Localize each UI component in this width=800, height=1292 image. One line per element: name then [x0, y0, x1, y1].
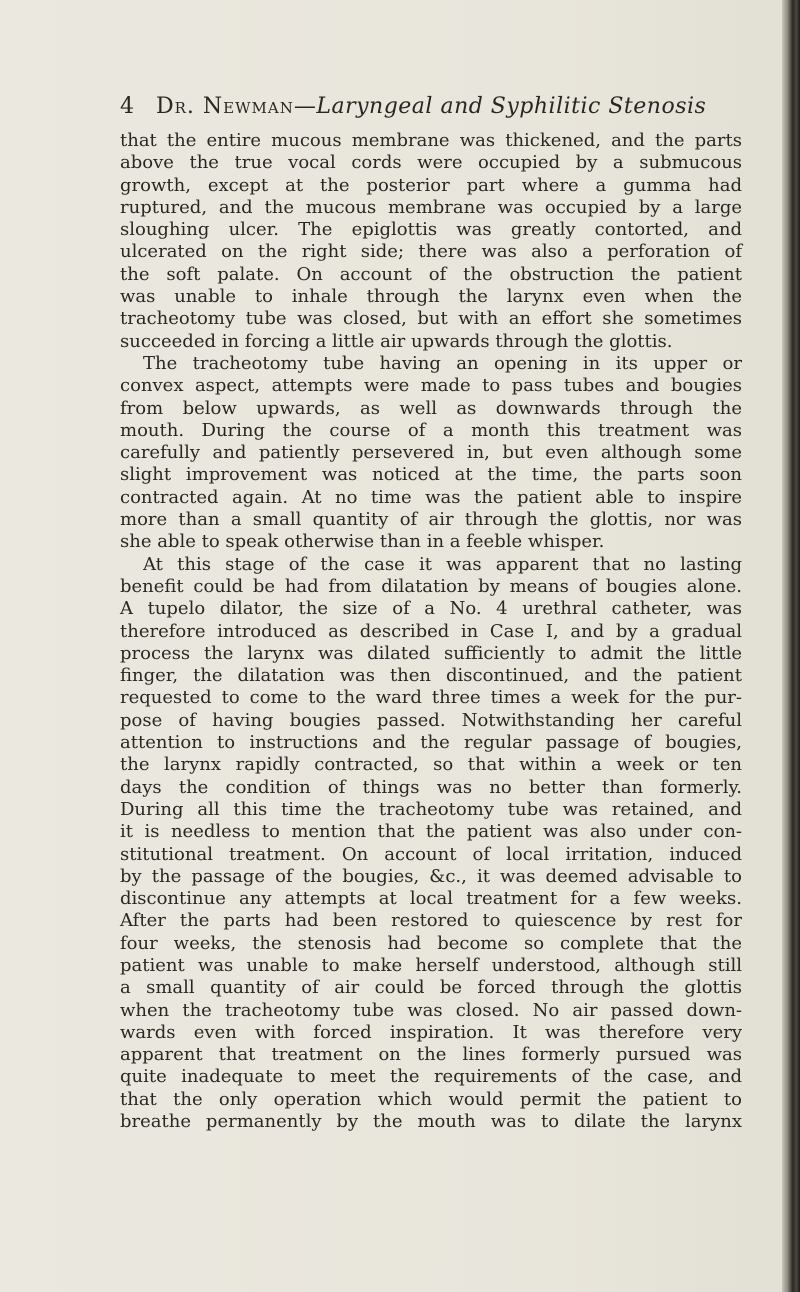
text-line: A tupelo dilator, the size of a No. 4 urethral catheter, was [120, 598, 742, 620]
page-binding-edge [782, 0, 800, 1292]
text-line: ulcerated on the right side; there was also a perforation of [120, 241, 742, 263]
text-line: quite inadequate to meet the requirements of the case, and [120, 1066, 742, 1088]
text-line: by the passage of the bougies, &c., it was deemed advisable to [120, 865, 742, 887]
text-line: ruptured, and the mucous membrane was occupied by a large [120, 196, 742, 218]
text-line: mouth. During the course of a month this treatment was [120, 419, 742, 441]
text-line: sloughing ulcer. The epiglottis was greatly contorted, and [120, 219, 742, 241]
text-line: above the true vocal cords were occupied by a submucous [120, 152, 742, 174]
text-line: discontinue any attempts at local treatment for a few weeks. [120, 888, 742, 910]
text-line: therefore introduced as described in Case I, and by a gradual [120, 620, 742, 642]
text-line: benefit could be had from dilatation by means of bougies alone. [120, 575, 742, 597]
text-line: carefully and patiently persevered in, but even although some [120, 442, 742, 464]
text-line: that the entire mucous membrane was thickened, and the parts [120, 130, 742, 151]
running-header [120, 94, 750, 119]
page-number: 4 [120, 94, 135, 119]
text-line: At this stage of the case it was apparent that no lasting [143, 553, 742, 575]
text-line: patient was unable to make herself understood, although still [120, 954, 742, 976]
text-line: convex aspect, attempts were made to pass tubes and bougies [120, 375, 742, 397]
text-line: it is needless to mention that the patient was also under con- [120, 821, 742, 843]
text-line: pose of having bougies passed. Notwithstanding her careful [120, 709, 742, 731]
text-line: from below upwards, as well as downwards through the [120, 397, 742, 419]
text-line: process the larynx was dilated sufficiently to admit the little [120, 642, 742, 664]
text-line: that the only operation which would permit the patient to [120, 1088, 742, 1110]
text-line: four weeks, the stenosis had become so complete that the [120, 932, 742, 954]
body-text [120, 130, 742, 1133]
text-line: apparent that treatment on the lines formerly pursued was [120, 1044, 742, 1066]
text-line: days the condition of things was no better than formerly. [120, 776, 742, 798]
text-line: contracted again. At no time was the patient able to inspire [120, 486, 742, 508]
header-title: Laryngeal and Syphilitic Stenosis [316, 94, 707, 119]
header-author: Dr. Newman [156, 94, 294, 119]
text-line: wards even with forced inspiration. It was therefore very [120, 1021, 742, 1043]
text-line: slight improvement was noticed at the time, the parts soon [120, 464, 742, 486]
text-line: The tracheotomy tube having an opening in its upper or [143, 352, 742, 374]
text-line: tracheotomy tube was closed, but with an effort she sometimes [120, 308, 742, 330]
text-line: After the parts had been restored to quiescence by rest for [120, 910, 742, 932]
text-line: finger, the dilatation was then discontinued, and the patient [120, 665, 742, 687]
text-line: was unable to inhale through the larynx even when the [120, 286, 742, 308]
text-line: growth, except at the posterior part where a gumma had [120, 174, 742, 196]
text-line: During all this time the tracheotomy tube was retained, and [120, 798, 742, 820]
text-line: breathe permanently by the mouth was to dilate the larynx [120, 1111, 742, 1133]
text-line: requested to come to the ward three times a week for the pur- [120, 687, 742, 709]
text-line: the larynx rapidly contracted, so that within a week or ten [120, 754, 742, 776]
text-line: more than a small quantity of air through the glottis, nor was [120, 509, 742, 531]
text-line: the soft palate. On account of the obstruction the patient [120, 263, 742, 285]
text-line: she able to speak otherwise than in a feeble whisper. [120, 531, 605, 553]
text-line: succeeded in forcing a little air upwards through the glottis. [120, 330, 673, 352]
text-line: a small quantity of air could be forced through the glottis [120, 977, 742, 999]
header-separator: — [293, 94, 317, 119]
text-line: attention to instructions and the regular passage of bougies, [120, 732, 742, 754]
text-line: when the tracheotomy tube was closed. No air passed down- [120, 999, 742, 1021]
text-line: stitutional treatment. On account of local irritation, induced [120, 843, 742, 865]
